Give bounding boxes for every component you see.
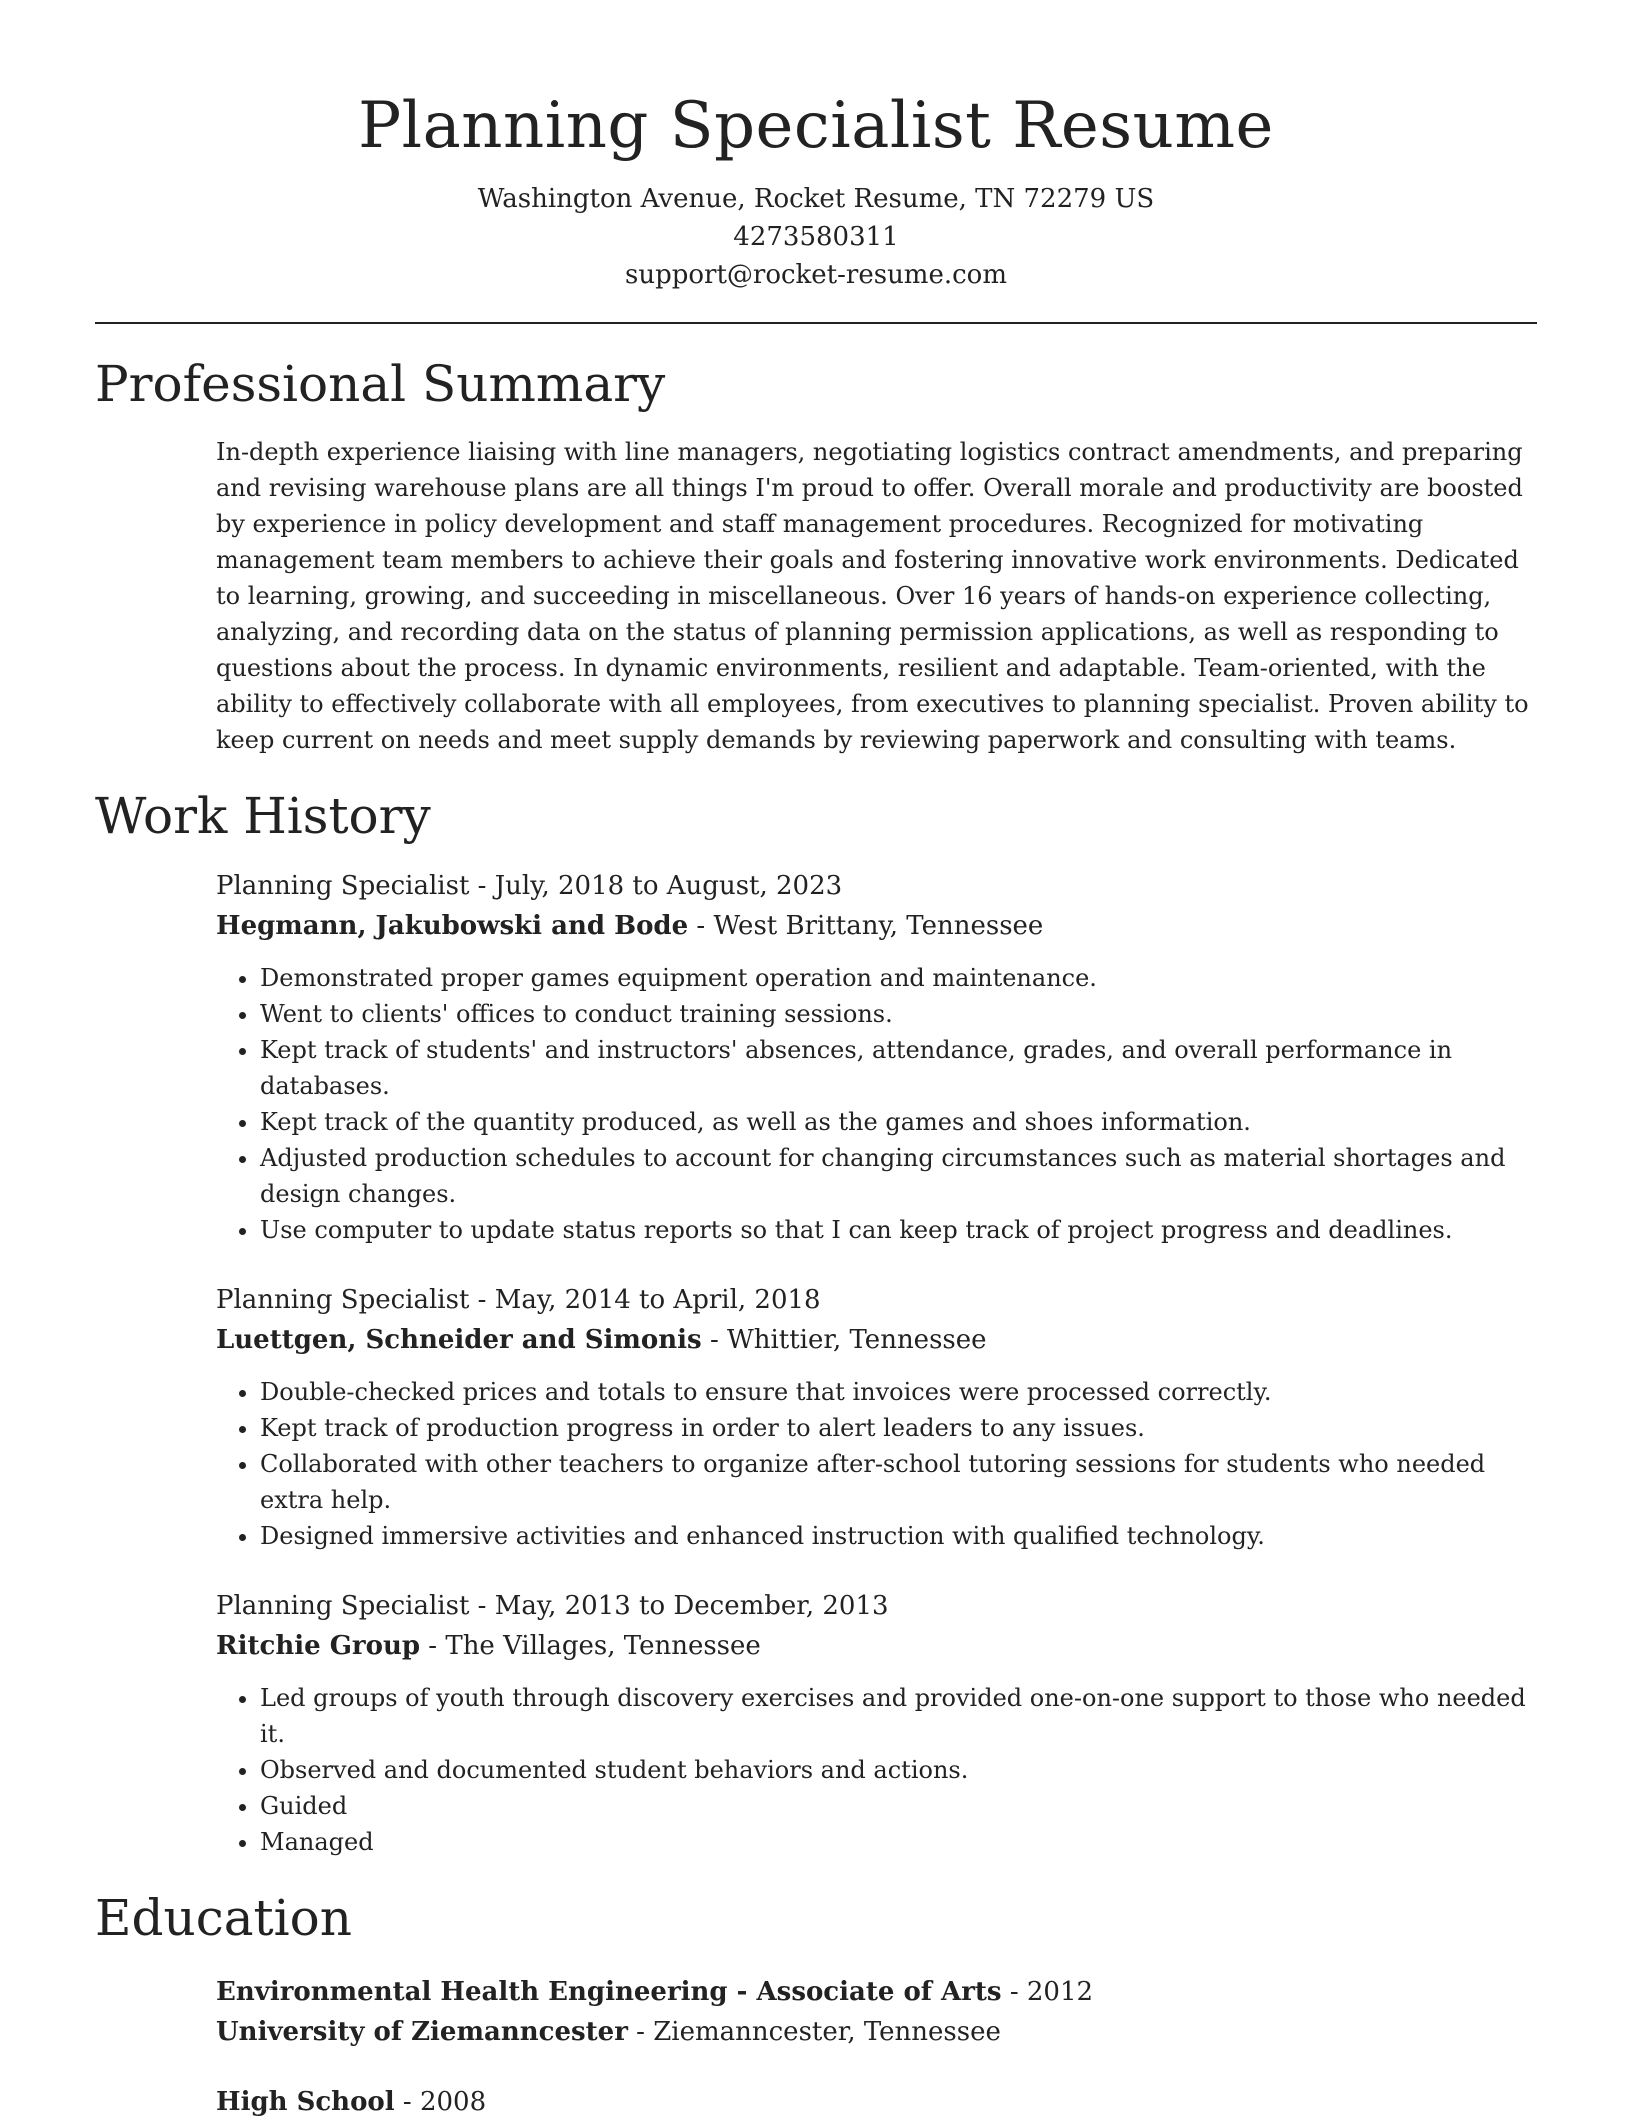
education-year: - 2008: [394, 2087, 487, 2117]
section-professional-summary: [95, 352, 1537, 758]
section-title-work: Work History: [95, 787, 431, 845]
list-item: • Designed immersive activities and enhanced instruction with qualified technology.: [260, 1518, 1537, 1554]
job-entry: [216, 1280, 1537, 1554]
job-dates: - July, 2018 to August, 2023: [469, 871, 843, 901]
company-name: Luettgen, Schneider and Simonis: [216, 1325, 702, 1355]
contact-address: Washington Avenue, Rocket Resume, TN 72279 US: [477, 184, 1155, 214]
school-line: [216, 2012, 1537, 2052]
job-duties: [216, 1374, 1537, 1554]
header-divider: [95, 322, 1537, 324]
company-name: Ritchie Group: [216, 1631, 421, 1661]
education-field: Environmental Health Engineering: [216, 1977, 728, 2007]
company-name: Hegmann, Jakubowski and Bode: [216, 911, 689, 941]
section-education: [95, 1886, 1537, 2122]
contact-email: support@rocket-resume.com: [624, 260, 1007, 290]
school-location: - Ziemanncester, Tennessee: [627, 2017, 1001, 2047]
summary-paragraph: In-depth experience liaising with line managers, negotiating logistics contract amendments, and preparing and revising warehouse plans are all things I'm proud to offer. Overall morale and productivity are boosted by experience in policy development and staff management procedures. Recognized for motivating management team members to achieve their goals and fostering innovative work environments. Dedicated to learning, growing, and succeeding in miscellaneous. Over 16 years of hands-on experience collecting, analyzing, and recording data on the status of planning permission applications, as well as responding to questions about the process. In dynamic environments, resilient and adaptable. Team-oriented, with the ability to effectively collaborate with all employees, from executives to planning specialist. Proven ability to keep current on needs and meet supply demands by reviewing paperwork and consulting with teams.: [216, 438, 1529, 754]
contact-phone: 4273580311: [733, 222, 899, 252]
company-location: - Whittier, Tennessee: [701, 1325, 987, 1355]
job-title: Planning Specialist: [216, 871, 470, 901]
list-item: • Double-checked prices and totals to ensure that invoices were processed correctly.: [260, 1374, 1537, 1410]
education-field: High School: [216, 2087, 395, 2117]
company-location: - The Villages, Tennessee: [420, 1631, 761, 1661]
job-title: Planning Specialist: [216, 1285, 470, 1315]
education-entry: [216, 1972, 1537, 2052]
section-title-summary: Professional Summary: [95, 355, 666, 413]
list-item: • Kept track of production progress in order to alert leaders to any issues.: [260, 1410, 1537, 1446]
list-item: • Went to clients' offices to conduct training sessions.: [260, 996, 1537, 1032]
company-line: [216, 1626, 1537, 1666]
education-degree: - Associate of Arts: [727, 1977, 1002, 2007]
list-item: • Use computer to update status reports so that I can keep track of project progress and deadlines.: [260, 1212, 1537, 1248]
company-line: [216, 1320, 1537, 1360]
section-work-history: [95, 784, 1537, 1860]
job-duties: [216, 1680, 1537, 1860]
job-entry: [216, 1586, 1537, 1860]
list-item: • Adjusted production schedules to account for changing circumstances such as material shortages and design changes.: [260, 1140, 1537, 1212]
list-item: • Demonstrated proper games equipment operation and maintenance.: [260, 960, 1537, 996]
school-name: University of Ziemanncester: [216, 2017, 628, 2047]
education-entry: [216, 2082, 1537, 2122]
contact-info: [95, 180, 1537, 294]
company-line: [216, 906, 1537, 946]
list-item: • Guided: [260, 1788, 1537, 1824]
company-location: - West Brittany, Tennessee: [688, 911, 1044, 941]
job-dates: - May, 2013 to December, 2013: [469, 1591, 889, 1621]
job-duties: [216, 960, 1537, 1248]
resume-header: [95, 0, 1537, 294]
list-item: • Kept track of students' and instructors' absences, attendance, grades, and overall performance in databases.: [260, 1032, 1537, 1104]
job-title-line: [216, 866, 1537, 906]
degree-line: [216, 1972, 1537, 2012]
job-entry: [216, 866, 1537, 1248]
list-item: • Kept track of the quantity produced, as well as the games and shoes information.: [260, 1104, 1537, 1140]
section-title-education: Education: [95, 1889, 352, 1947]
list-item: • Observed and documented student behaviors and actions.: [260, 1752, 1537, 1788]
degree-line: [216, 2082, 1537, 2122]
job-title-line: [216, 1586, 1537, 1626]
list-item: • Led groups of youth through discovery exercises and provided one-on-one support to those who needed it.: [260, 1680, 1537, 1752]
job-dates: - May, 2014 to April, 2018: [469, 1285, 821, 1315]
job-title: Planning Specialist: [216, 1591, 470, 1621]
job-title-line: [216, 1280, 1537, 1320]
page-title: Planning Specialist Resume: [358, 89, 1274, 163]
list-item: • Collaborated with other teachers to organize after-school tutoring sessions for students who needed extra help.: [260, 1446, 1537, 1518]
education-year: - 2012: [1001, 1977, 1094, 2007]
list-item: • Managed: [260, 1824, 1537, 1860]
